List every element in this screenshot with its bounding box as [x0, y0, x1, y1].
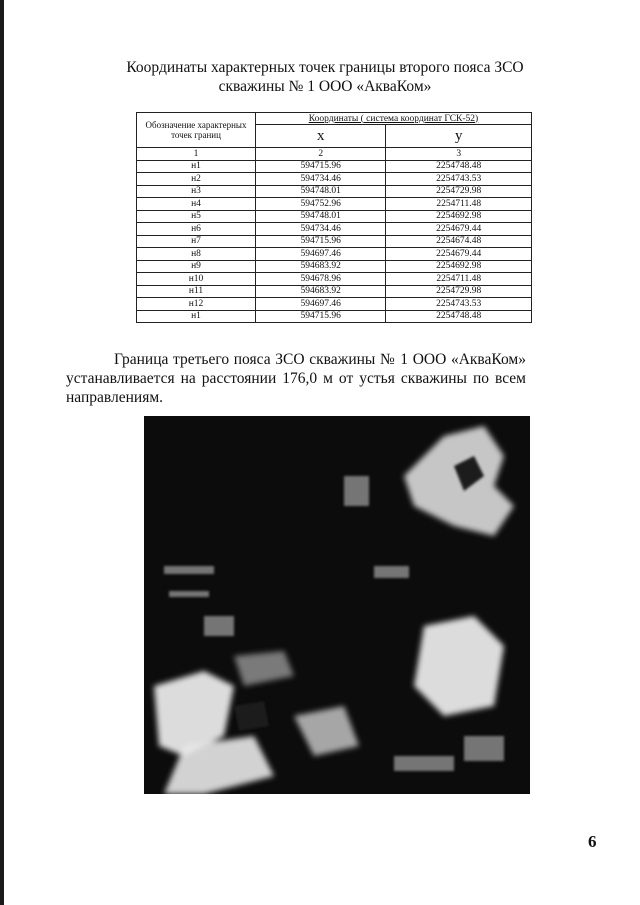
point-cell: н6: [137, 223, 256, 236]
paragraph-line-2: устанавливается на расстоянии 176,0 м от устья скважины по всем: [66, 370, 526, 387]
point-cell: н3: [137, 185, 256, 198]
table-row: [137, 273, 532, 286]
y-coordinate-cell: 2254692.98: [386, 260, 532, 273]
y-coordinate-cell: 2254729.98: [386, 185, 532, 198]
table-row: [137, 210, 532, 223]
paragraph-line-3: направлениям.: [66, 389, 164, 406]
point-cell: н8: [137, 248, 256, 261]
title-line-2: скважины № 1 ООО «АкваКом»: [218, 78, 432, 95]
x-coordinate-cell: 594734.46: [256, 223, 386, 236]
x-coordinate-cell: 594748.01: [256, 185, 386, 198]
point-cell: н7: [137, 235, 256, 248]
y-column-header: y: [386, 125, 532, 148]
y-coordinate-cell: 2254692.98: [386, 210, 532, 223]
column-number-3: 3: [386, 148, 532, 161]
point-designation-header: Обозначение характерных точек границ: [137, 113, 256, 148]
x-coordinate-cell: 594683.92: [256, 285, 386, 298]
y-coordinate-cell: 2254748.48: [386, 310, 532, 323]
column-number-1: 1: [137, 148, 256, 161]
coordinates-group-header: Координаты ( система координат ГСК-52): [256, 113, 532, 125]
point-cell: н12: [137, 298, 256, 311]
y-coordinate-cell: 2254748.48: [386, 160, 532, 173]
x-coordinate-cell: 594715.96: [256, 310, 386, 323]
y-coordinate-cell: 2254729.98: [386, 285, 532, 298]
aerial-photo-image: [144, 416, 530, 794]
x-coordinate-cell: 594752.96: [256, 198, 386, 211]
table-row: [137, 160, 532, 173]
y-coordinate-cell: 2254679.44: [386, 223, 532, 236]
x-coordinate-cell: 594697.46: [256, 248, 386, 261]
point-cell: н11: [137, 285, 256, 298]
coordinates-table: [136, 112, 532, 323]
y-coordinate-cell: 2254711.48: [386, 198, 532, 211]
table-row: [137, 235, 532, 248]
third-zone-paragraph: [66, 350, 526, 407]
table-row: [137, 260, 532, 273]
y-coordinate-cell: 2254743.53: [386, 173, 532, 186]
table-body: [137, 160, 532, 323]
point-cell: н2: [137, 173, 256, 186]
x-coordinate-cell: 594697.46: [256, 298, 386, 311]
x-coordinate-cell: 594715.96: [256, 160, 386, 173]
y-coordinate-cell: 2254679.44: [386, 248, 532, 261]
column-number-2: 2: [256, 148, 386, 161]
paragraph-line-1: Граница третьего пояса ЗСО скважины № 1 ООО «АкваКом»: [114, 351, 526, 368]
point-cell: н9: [137, 260, 256, 273]
x-column-header: x: [256, 125, 386, 148]
table-row: [137, 248, 532, 261]
point-cell: н1: [137, 160, 256, 173]
x-coordinate-cell: 594734.46: [256, 173, 386, 186]
title-line-1: Координаты характерных точек границы второго пояса ЗСО: [126, 59, 524, 76]
point-cell: н1: [137, 310, 256, 323]
page-number: 6: [588, 832, 597, 851]
y-coordinate-cell: 2254711.48: [386, 273, 532, 286]
y-coordinate-cell: 2254674.48: [386, 235, 532, 248]
point-cell: н4: [137, 198, 256, 211]
table-row: [137, 298, 532, 311]
table-row: [137, 173, 532, 186]
table-row: [137, 310, 532, 323]
point-cell: н5: [137, 210, 256, 223]
x-coordinate-cell: 594683.92: [256, 260, 386, 273]
point-cell: н10: [137, 273, 256, 286]
aerial-photo: [144, 416, 530, 794]
y-coordinate-cell: 2254743.53: [386, 298, 532, 311]
x-coordinate-cell: 594748.01: [256, 210, 386, 223]
x-coordinate-cell: 594678.96: [256, 273, 386, 286]
table-row: [137, 285, 532, 298]
x-coordinate-cell: 594715.96: [256, 235, 386, 248]
document-title: [120, 58, 530, 96]
table-row: [137, 223, 532, 236]
table-row: [137, 185, 532, 198]
scan-edge: [0, 0, 4, 905]
table-row: [137, 198, 532, 211]
